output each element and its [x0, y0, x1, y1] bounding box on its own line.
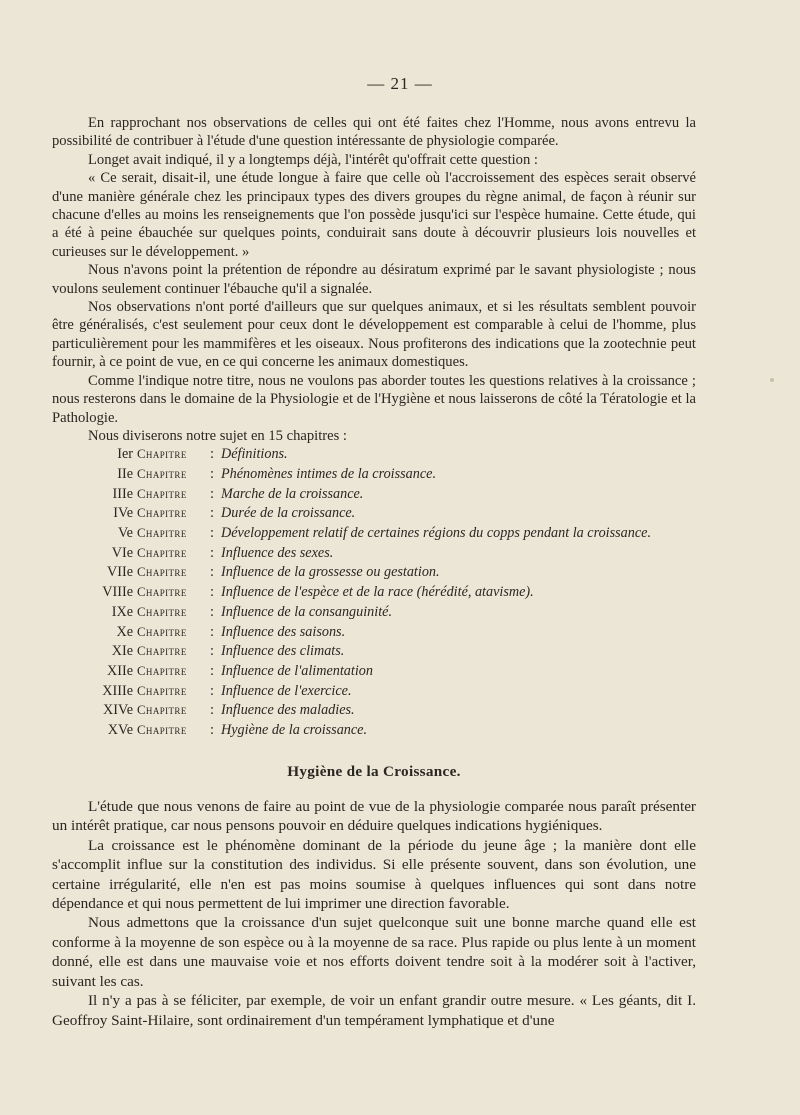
chapter-number: XIIe	[107, 662, 133, 679]
paper-spot	[770, 378, 774, 382]
separator: :	[210, 682, 214, 699]
separator: :	[210, 446, 214, 463]
chapter-number: Xe	[116, 623, 133, 640]
chapter-title: Durée de la croissance.	[221, 505, 356, 522]
section-body	[52, 797, 696, 1030]
chapter-number: XIe	[111, 643, 133, 660]
chapter-word: Chapitre	[137, 644, 187, 659]
chapter-item	[52, 485, 696, 505]
section-heading: Hygiène de la Croissance.	[287, 762, 461, 780]
chapter-item	[52, 465, 696, 485]
separator: :	[210, 662, 214, 679]
chapter-item	[52, 662, 696, 682]
chapter-word: Chapitre	[137, 683, 187, 698]
chapter-number: VIe	[111, 544, 133, 561]
chapter-item	[52, 563, 696, 583]
separator: :	[210, 702, 214, 719]
chapter-title: Influence des climats.	[221, 643, 345, 660]
chapter-number: Ve	[118, 525, 133, 542]
chapter-word: Chapitre	[137, 703, 187, 718]
chapter-word: Chapitre	[137, 447, 187, 462]
chapter-item	[52, 544, 696, 564]
chapter-title: Définitions.	[221, 446, 288, 463]
chapter-word: Chapitre	[137, 585, 187, 600]
separator: :	[210, 544, 214, 561]
chapter-item	[52, 504, 696, 524]
chapter-item	[52, 583, 696, 603]
chapter-title: Phénomènes intimes de la croissance.	[221, 466, 436, 482]
separator: :	[210, 584, 214, 601]
chapter-number: IVe	[113, 505, 133, 522]
chapter-word: Chapitre	[137, 526, 187, 541]
chapter-title: Développement relatif de certaines régions du copps pendant la croissance.	[221, 525, 651, 542]
chapter-word: Chapitre	[137, 565, 187, 580]
paragraph: L'étude que nous venons de faire au point de vue de la physiologie comparée nous paraît présenter un intérêt pratique, car nous pensons pouvoir en déduire quelques indications hygiéniques.	[52, 798, 696, 835]
paragraph: Nous admettons que la croissance d'un sujet quelconque suit une bonne marche quand elle est conforme à la moyenne de son espèce ou à la moyenne de sa race. Plus rapide ou plus lente à un moment donné, elle est dans une mauvaise voie et nos efforts doivent tendre soit à la modérer soit à l'activer, suivant les cas.	[52, 914, 696, 990]
paragraph: La croissance est le phénomène dominant de la période du jeune âge ; la manière dont elle s'accomplit influe sur la constitution des individus. Si elle présente souvent, dans son évolution, une certaine irrégularité, elle n'en est pas moins soumise à quelques influences qui sont dans notre dépendance et qui nous permettent de lui imprimer une direction favorable.	[52, 836, 696, 913]
chapter-title: Influence de la consanguinité.	[221, 603, 392, 620]
chapter-number: XVe	[107, 721, 133, 738]
chapter-number: XIVe	[103, 702, 133, 719]
separator: :	[210, 603, 214, 620]
chapter-title: Influence de l'exercice.	[221, 682, 352, 699]
chapter-title: Hygiène de la croissance.	[221, 721, 368, 738]
text-body	[52, 114, 696, 1030]
chapter-title: Marche de la croissance.	[221, 485, 364, 502]
paragraph: Comme l'indique notre titre, nous ne voulons pas aborder toutes les questions relatives à la croissance ; nous resterons dans le domaine de la Physiologie et de l'Hygiène et nous laisserons de côté la Tératologie et la Pathologie.	[52, 372, 696, 426]
chapter-word: Chapitre	[137, 624, 187, 639]
chapter-item	[52, 701, 696, 721]
chapter-title: Influence des maladies.	[221, 702, 355, 719]
chapter-title: Influence de l'espèce et de la race (hérédité, atavisme).	[221, 584, 534, 601]
chapter-title: Influence de la grossesse ou gestation.	[221, 564, 440, 581]
chapter-word: Chapitre	[137, 663, 187, 678]
chapter-item	[52, 642, 696, 662]
chapter-title: Influence des saisons.	[221, 623, 346, 640]
chapter-word: Chapitre	[137, 506, 187, 521]
chapter-word: Chapitre	[137, 467, 187, 481]
chapter-title: Influence des sexes.	[221, 544, 334, 561]
chapter-number: IIe	[117, 466, 133, 482]
chapter-word: Chapitre	[137, 604, 187, 619]
page-number: — 21 —	[367, 74, 433, 93]
chapter-number: Ier	[117, 446, 133, 463]
paragraph: Nous diviserons notre sujet en 15 chapitres :	[88, 427, 347, 444]
paragraph: Il n'y a pas à se féliciter, par exemple, de voir un enfant grandir outre mesure. « Les géants, dit I. Geoffroy Saint-Hilaire, sont ordinairement d'un tempérament lymphatique et d'une	[52, 992, 696, 1029]
chapter-number: IIIe	[112, 485, 133, 502]
chapter-item	[52, 603, 696, 623]
separator: :	[210, 623, 214, 640]
separator: :	[210, 721, 214, 738]
chapter-item	[52, 721, 696, 741]
separator: :	[210, 485, 214, 502]
chapter-list	[52, 445, 696, 740]
chapter-word: Chapitre	[137, 486, 187, 501]
chapter-word: Chapitre	[137, 545, 187, 560]
quote-paragraph: « Ce serait, disait-il, une étude longue à faire que celle où l'accroissement des espèces serait observé d'une manière générale chez les principaux types des divers groupes du règne animal, de façon à réunir sur chacune d'elles au moins les renseignements que l'on possède jusqu'ici sur l'espèce humaine. Cette étude, qui a été à peine ébauchée sur quelques points, conduirait sans doute à découvrir plusieurs lois nouvelles et curieuses sur le développement. »	[52, 170, 696, 260]
chapter-item	[52, 682, 696, 702]
chapter-number: VIIIe	[102, 584, 133, 601]
chapter-item	[52, 524, 696, 544]
chapter-number: XIIIe	[102, 682, 133, 699]
paragraph: Nos observations n'ont porté d'ailleurs que sur quelques animaux, et si les résultats semblent pouvoir être généralisés, c'est seulement pour ceux dont le développement est comparable à celui de l'homme, plus particulièrement pour les mammifères et les oiseaux. Nous profiterons des indications que la zootechnie peut fournir, à ce point de vue, en ce qui concerne les animaux domestiques.	[52, 299, 696, 371]
chapter-word: Chapitre	[137, 722, 187, 737]
chapter-number: VIIe	[107, 564, 133, 581]
paragraph: En rapprochant nos observations de celles qui ont été faites chez l'Homme, nous avons entrevu la possibilité de contribuer à l'étude d'une question intéressante de physiologie comparée.	[52, 115, 696, 150]
paragraph: Nous n'avons point la prétention de répondre au désiratum exprimé par le savant physiologiste ; nous voulons seulement continuer l'ébauche qu'il a signalée.	[52, 262, 696, 297]
chapter-item	[52, 445, 696, 465]
separator: :	[210, 643, 214, 660]
chapter-item	[52, 623, 696, 643]
separator: :	[210, 505, 214, 522]
separator: :	[210, 564, 214, 581]
chapter-title: Influence de l'alimentation	[221, 662, 373, 679]
separator: :	[210, 525, 214, 542]
paragraph: Longet avait indiqué, il y a longtemps déjà, l'intérêt qu'offrait cette question :	[88, 151, 538, 168]
chapter-number: IXe	[111, 603, 133, 620]
separator: :	[210, 466, 214, 482]
